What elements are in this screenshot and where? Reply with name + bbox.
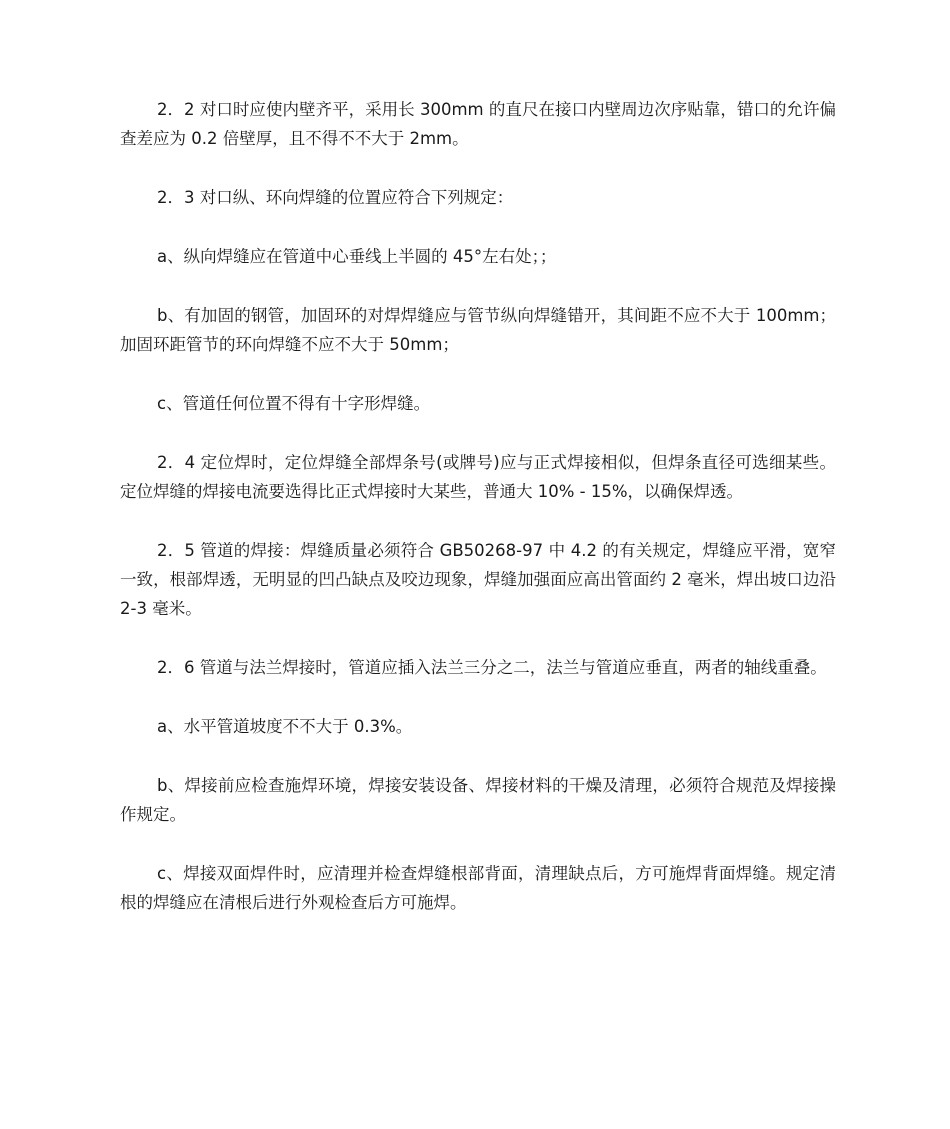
paragraph-2-5: 2．5 管道的焊接：焊缝质量必须符合 GB50268-97 中 4.2 的有关规定，焊缝应平滑，宽窄一致，根部焊透，无明显的凹凸缺点及咬边现象，焊缝加强面应高出管面约 2 毫米，焊出坡口边沿 2-3 毫米。 (120, 541, 836, 618)
paragraph-2-2: 2．2 对口时应使内壁齐平，采用长 300mm 的直尺在接口内壁周边次序贴靠，错口的允许偏查差应为 0.2 倍壁厚，且不得不不大于 2mm。 (120, 100, 836, 148)
paragraph-2-3: 2．3 对口纵、环向焊缝的位置应符合下列规定： (157, 188, 514, 207)
paragraph-2-6-a: a、水平管道坡度不不大于 0.3%。 (157, 717, 413, 736)
document-body (120, 95, 836, 947)
paragraph-2-4: 2．4 定位焊时，定位焊缝全部焊条号(或牌号)应与正式焊接相似，但焊条直径可选细某些。定位焊缝的焊接电流要选得比正式焊接时大某些，普通大 10% - 15%，以确保焊透。 (120, 453, 836, 501)
paragraph-2-6: 2．6 管道与法兰焊接时，管道应插入法兰三分之二，法兰与管道应垂直，两者的轴线重叠。 (157, 658, 827, 677)
paragraph-2-3-a: a、纵向焊缝应在管道中心垂线上半圆的 45°左右处；； (157, 247, 557, 266)
paragraph-2-6-b: b、焊接前应检查施焊环境，焊接安装设备、焊接材料的干燥及清理，必须符合规范及焊接操作规定。 (120, 776, 836, 824)
paragraph-2-6-c: c、焊接双面焊件时，应清理并检查焊缝根部背面，清理缺点后，方可施焊背面焊缝。规定清根的焊缝应在清根后进行外观检查后方可施焊。 (120, 864, 836, 912)
paragraph-2-3-b: b、有加固的钢管，加固环的对焊焊缝应与管节纵向焊缝错开，其间距不应不大于 100mm；加固环距管节的环向焊缝不应不大于 50mm； (120, 306, 836, 354)
paragraph-2-3-c: c、管道任何位置不得有十字形焊缝。 (157, 394, 431, 413)
